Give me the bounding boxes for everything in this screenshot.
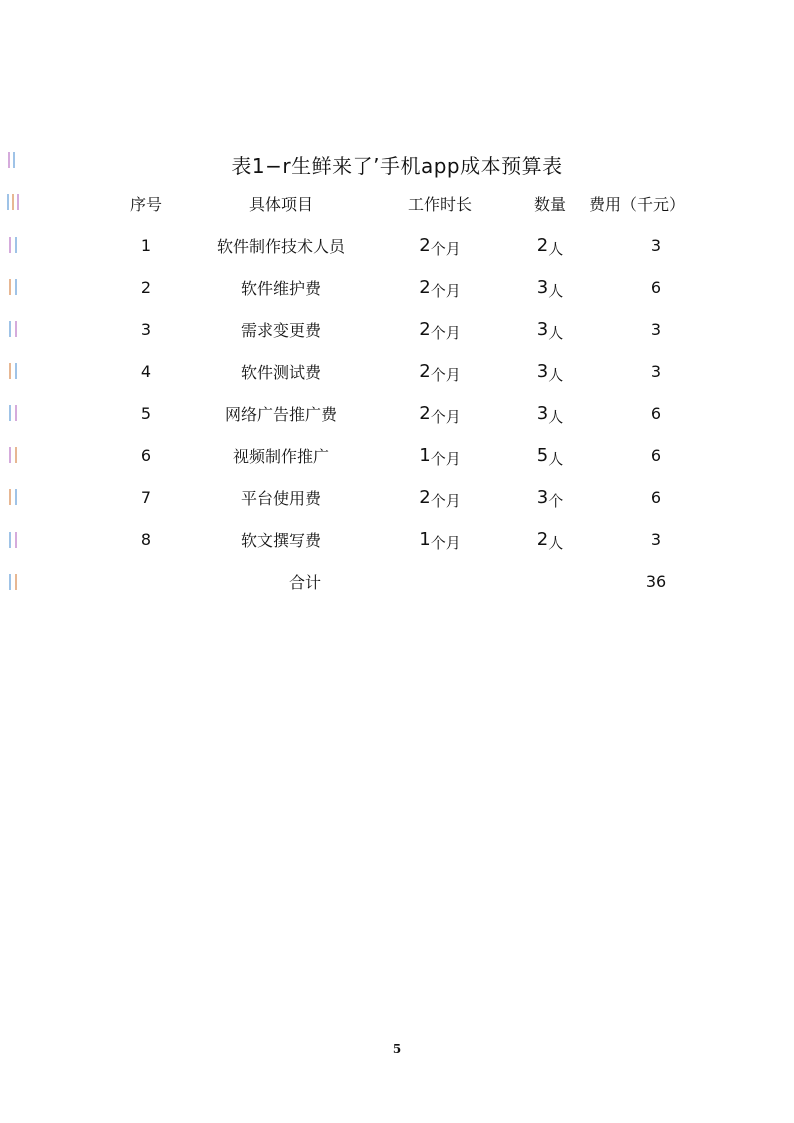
table-row [0,224,727,266]
row-no: 5 [140,403,152,423]
header-quantity: 数量 [533,194,566,214]
row-no: 7 [140,487,152,507]
row-cost: 6 [650,403,662,423]
table-row [0,518,727,560]
table-row [0,434,727,476]
margin-artifact [4,152,22,168]
header-duration: 工作时长 [407,194,472,214]
table-title: 表1−r生鲜来了’手机app成本预算表 [231,154,563,178]
row-no: 2 [140,277,152,297]
row-duration: 2个月 [419,318,461,342]
table-row [0,392,727,434]
spacer-cell [0,182,95,224]
table-row [0,308,727,350]
row-cost: 3 [650,529,662,549]
row-item: 视频制作推广 [232,446,329,466]
row-quantity: 3人 [536,276,564,300]
row-cost: 3 [650,319,662,339]
row-cost: 6 [650,277,662,297]
row-duration: 1个月 [419,528,461,552]
row-duration: 2个月 [419,402,461,426]
row-no: 4 [140,361,152,381]
row-item: 需求变更费 [240,320,321,340]
row-quantity: 2人 [536,528,564,552]
row-quantity: 3人 [536,402,564,426]
row-item: 软文撰写费 [240,530,321,550]
table-header-row [0,182,727,224]
row-duration: 2个月 [419,486,461,510]
budget-table [0,182,727,602]
header-item: 具体项目 [248,194,313,214]
row-quantity: 3人 [536,318,564,342]
header-cost: 费用（千元） [589,194,686,214]
row-duration: 2个月 [419,276,461,300]
row-quantity: 5人 [536,444,564,468]
row-cost: 6 [650,487,662,507]
table-row [0,266,727,308]
row-item: 网络广告推广费 [224,404,337,424]
row-item: 软件维护费 [240,278,321,298]
row-quantity: 2人 [536,234,564,258]
row-quantity: 3个 [536,486,564,510]
row-cost: 3 [650,361,662,381]
row-cost: 3 [650,235,662,255]
total-row [0,560,727,602]
table-row [0,476,727,518]
row-no: 8 [140,529,152,549]
row-duration: 2个月 [419,234,461,258]
total-label: 合计 [288,572,321,592]
row-duration: 1个月 [419,444,461,468]
total-cost: 36 [645,571,667,591]
row-item: 软件测试费 [240,362,321,382]
row-item: 平台使用费 [240,488,321,508]
row-no: 1 [140,235,152,255]
row-cost: 6 [650,445,662,465]
table-row [0,350,727,392]
row-duration: 2个月 [419,360,461,384]
row-quantity: 3人 [536,360,564,384]
header-no: 序号 [129,194,162,214]
row-no: 6 [140,445,152,465]
row-item: 软件制作技术人员 [216,236,345,256]
page-number: 5 [392,1042,402,1056]
row-no: 3 [140,319,152,339]
